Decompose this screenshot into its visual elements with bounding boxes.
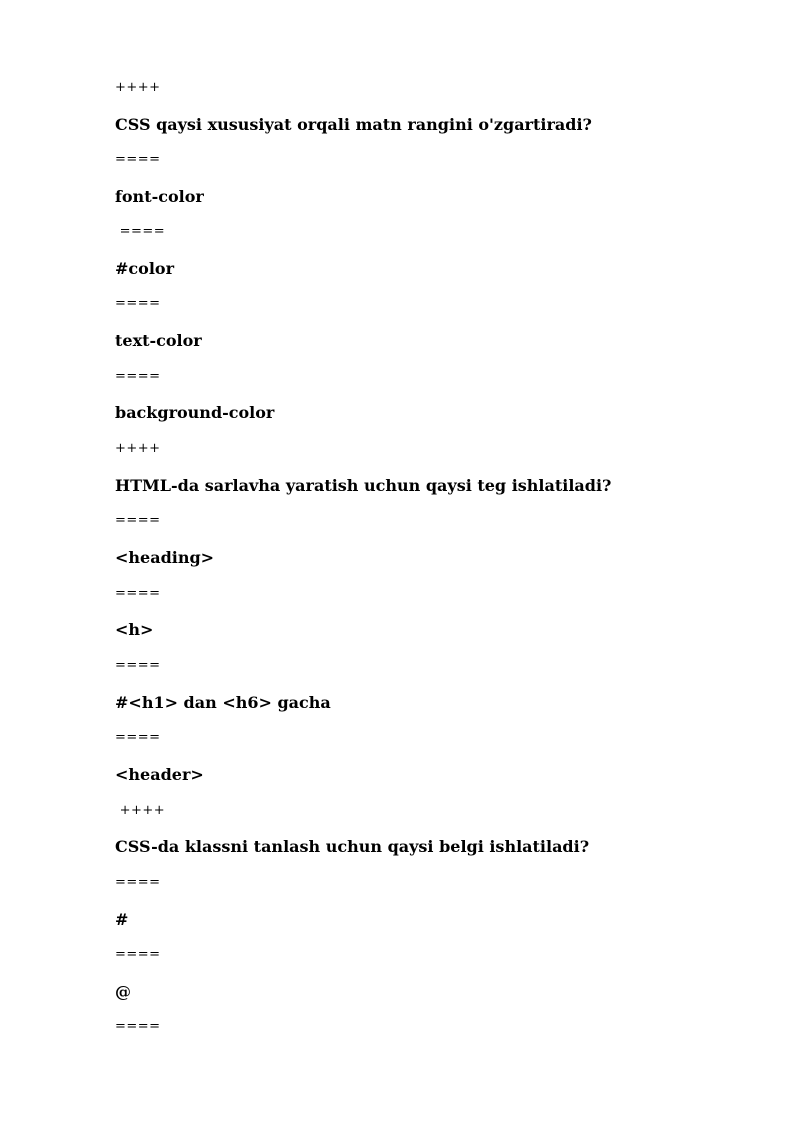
option-text: background-color [115,403,275,422]
question-separator: ++++ [115,803,166,818]
question-text: CSS-da klassni tanlash uchun qaysi belgi ishlatiladi? [115,837,590,856]
option-separator: ==== [115,658,161,673]
question-text: CSS qaysi xususiyat orqali matn rangini o'zgartiradi? [115,115,592,134]
option-separator: ==== [115,369,161,384]
option-separator: ==== [115,513,161,528]
option-separator: ==== [115,224,166,239]
option-text-correct: #color [115,259,174,278]
option-text: font-color [115,187,204,206]
option-text: <header> [115,765,204,784]
question-separator: ++++ [115,80,161,95]
option-separator: ==== [115,1019,161,1034]
option-separator: ==== [115,875,161,890]
option-text: @ [115,982,131,1001]
option-text: <h> [115,620,154,639]
option-text: <heading> [115,548,215,567]
option-separator: ==== [115,730,161,745]
option-text: # [115,910,129,929]
question-text: HTML-da sarlavha yaratish uchun qaysi teg ishlatiladi? [115,476,612,495]
option-separator: ==== [115,152,161,167]
option-separator: ==== [115,947,161,962]
option-text-correct: #<h1> dan <h6> gacha [115,693,331,712]
option-text: text-color [115,331,202,350]
option-separator: ==== [115,586,161,601]
option-separator: ==== [115,296,161,311]
question-separator: ++++ [115,441,161,456]
